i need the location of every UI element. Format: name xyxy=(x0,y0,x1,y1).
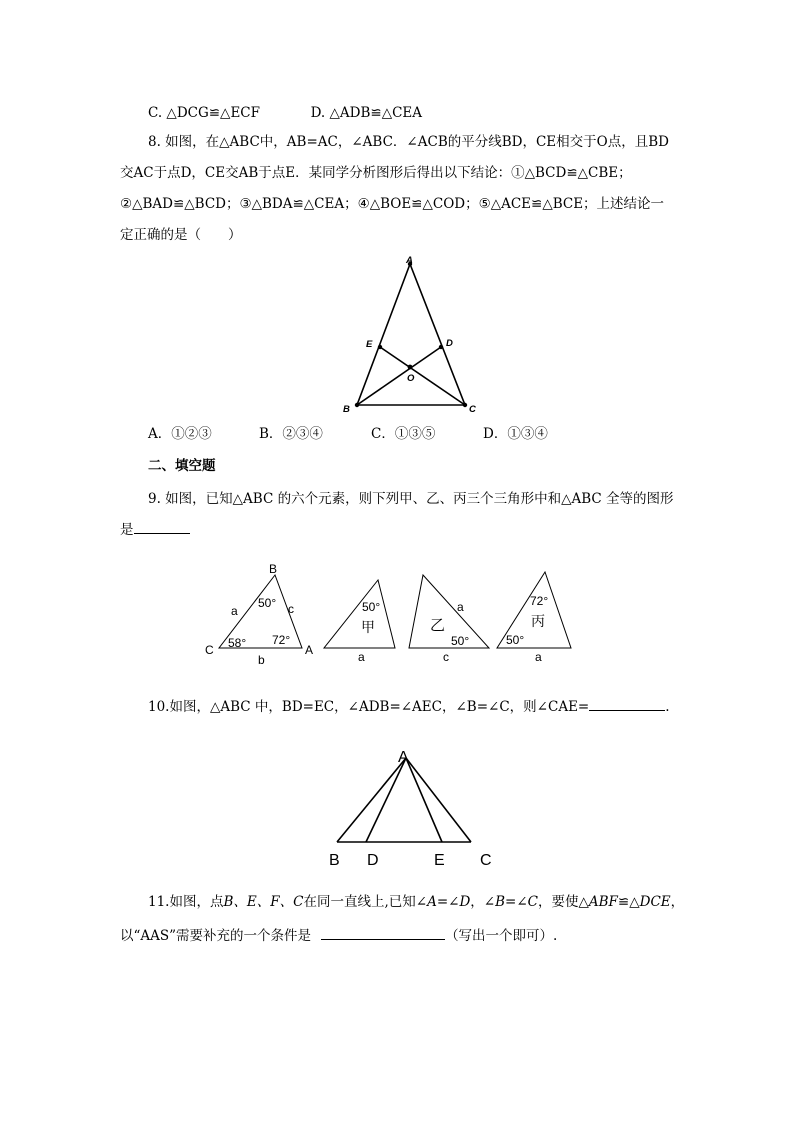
q10-body: 10.如图，△ABC 中，BD=EC，∠ADB=∠AEC，∠B=∠C，则∠CAE= xyxy=(148,699,590,715)
q9-figure xyxy=(200,560,590,670)
q11-angle-d: D xyxy=(459,894,471,910)
yi-angle: 50° xyxy=(451,634,470,648)
q8-label-e: E xyxy=(366,339,373,350)
q8-figure xyxy=(330,250,490,420)
q7-option-c: C. △DCG≌△ECF xyxy=(148,105,260,121)
bing-side: a xyxy=(535,650,542,664)
q9-text xyxy=(120,484,676,546)
q8-text xyxy=(120,127,676,251)
abc-vertex-b: B xyxy=(269,562,278,576)
q10-answer-blank[interactable] xyxy=(589,696,665,711)
abc-angle-b: 50° xyxy=(258,596,277,610)
bing-angle-50: 50° xyxy=(506,633,525,647)
q8-options xyxy=(148,424,548,444)
q10-label-a: A xyxy=(398,749,409,766)
q8-body: 8. 如图，在△ABC中，AB=AC，∠ABC．∠ACB的平分线BD，CE相交于O点，且BD交AC于点D，CE交AB于点E．某同学分析图形后得出以下结论：①△BCD≌△CBE；②△BAD≌△BCD；③△BDA≌△CEA；④△BOE≌△COD；⑤△ACE≌△BCE；上述结论一定正确的是（ ） xyxy=(120,134,669,243)
q11-line1 xyxy=(148,892,684,912)
q10-label-b: B xyxy=(329,852,340,867)
q8-option-a: A．①②③ xyxy=(148,426,212,442)
q11-text-9: 以“AAS”需要补充的一个条件是 xyxy=(120,928,312,944)
q11-tri-dce: DCE xyxy=(639,894,671,910)
jia-label: 甲 xyxy=(361,619,375,635)
abc-angle-c: 58° xyxy=(228,636,247,650)
q9-body: 9. 如图，已知△ABC 的六个元素，则下列甲、乙、丙三个三角形中和△ABC 全等的图形是 xyxy=(120,491,674,538)
q11-angle-b: B xyxy=(495,894,506,910)
abc-angle-a: 72° xyxy=(272,633,291,647)
q10-text xyxy=(148,696,670,717)
q11-answer-blank[interactable] xyxy=(321,925,445,940)
q7-option-d: D. △ADB≌△CEA xyxy=(310,105,423,121)
abc-side-c: c xyxy=(288,602,294,616)
q11-text-5: =∠ xyxy=(505,894,528,910)
q8-label-d: D xyxy=(446,338,453,349)
q11-tri-abf: ABF xyxy=(588,894,618,910)
q11-angle-a: A xyxy=(427,894,437,910)
q11-text-8: ， xyxy=(670,894,685,910)
yi-label: 乙 xyxy=(430,617,446,634)
q11-angle-c: C xyxy=(527,894,538,910)
q8-label-b: B xyxy=(343,404,350,415)
q11-text-10: （写出一个即可）. xyxy=(445,928,558,944)
q10-label-d: D xyxy=(367,852,379,867)
q8-option-c: C．①③⑤ xyxy=(371,426,436,442)
q11-text-4: ，∠ xyxy=(470,894,496,910)
jia-angle: 50° xyxy=(362,600,381,614)
q11-points: B、E、F、C xyxy=(223,894,304,910)
q11-text-6: ，要使△ xyxy=(537,894,589,910)
jia-side: a xyxy=(358,650,365,664)
abc-vertex-a: A xyxy=(305,643,314,657)
q8-label-o: O xyxy=(407,373,415,384)
q7-options xyxy=(148,103,422,123)
section-title: 二、填空题 xyxy=(148,458,216,474)
q9-answer-blank[interactable] xyxy=(134,519,190,534)
q8-option-b: B．②③④ xyxy=(259,426,323,442)
q11-line2 xyxy=(120,925,557,946)
bing-label: 丙 xyxy=(531,613,545,629)
q10-figure xyxy=(325,742,500,867)
q11-text-7: ≌△ xyxy=(617,894,640,910)
yi-side-a: a xyxy=(457,600,464,614)
q11-text-3: =∠ xyxy=(436,894,460,910)
q11-text-1: 11.如图，点 xyxy=(148,894,224,910)
q8-label-c: C xyxy=(469,404,476,415)
abc-side-a: a xyxy=(231,604,238,618)
abc-vertex-c: C xyxy=(205,643,214,657)
q11-text-2: 在同一直线上,已知∠ xyxy=(303,894,428,910)
q10-label-e: E xyxy=(434,852,445,867)
abc-side-b: b xyxy=(258,653,265,667)
q8-label-a: A xyxy=(406,255,413,266)
q10-end: . xyxy=(665,699,670,715)
yi-side-c: c xyxy=(443,650,449,664)
bing-angle-72: 72° xyxy=(530,594,549,608)
q8-option-d: D．①③④ xyxy=(483,426,548,442)
q10-label-c: C xyxy=(480,852,492,867)
